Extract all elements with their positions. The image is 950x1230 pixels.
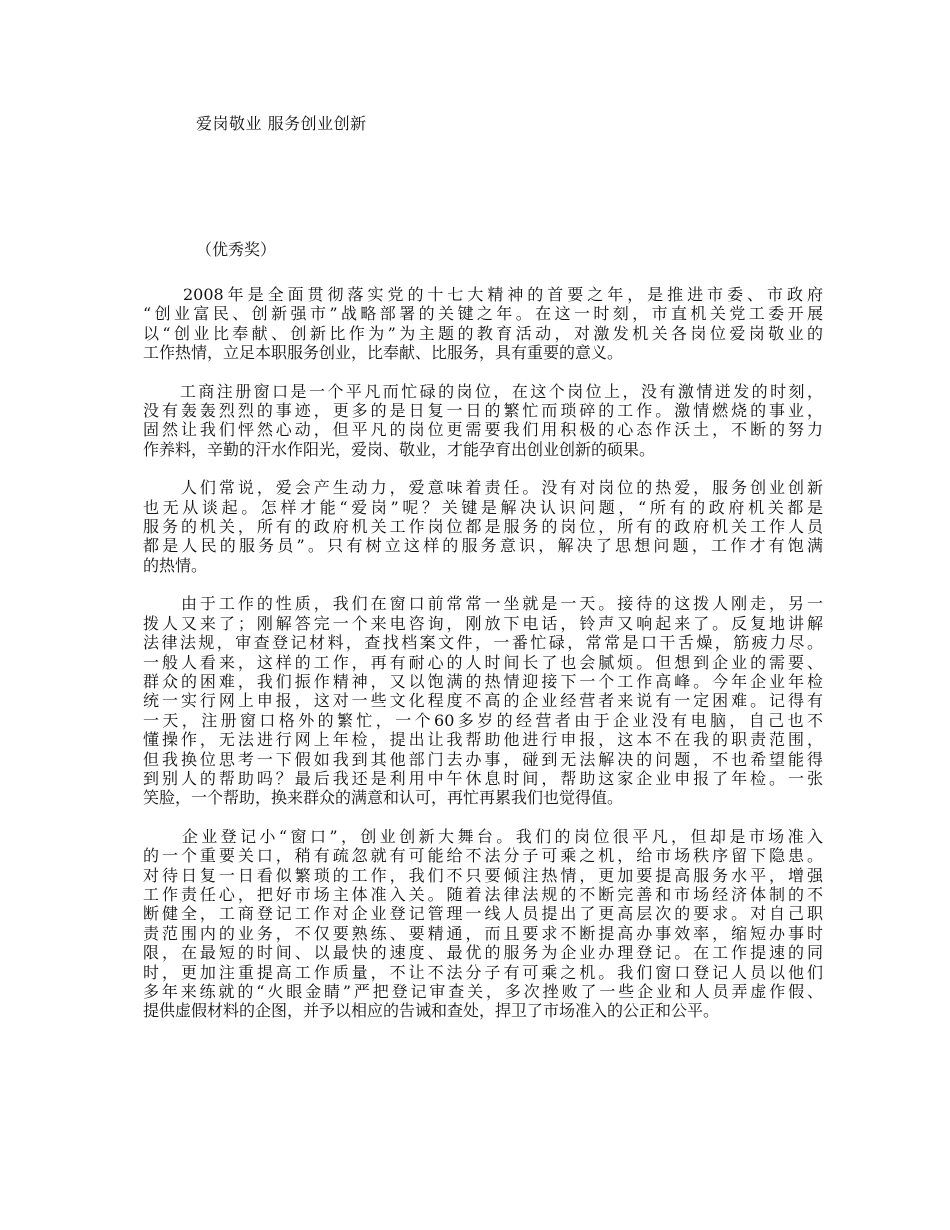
paragraph-line: 到别人的帮助吗？最后我还是利用中午休息时间，帮助这家企业申报了年检。一张 — [143, 768, 823, 788]
paragraph-line: 断健全，工商登记工作对企业登记管理一线人员提出了更高层次的要求。对自己职 — [143, 904, 823, 924]
paragraph-line: 但我换位思考一下假如我到其他部门去办事，碰到无法解决的问题，不也希望能得 — [143, 749, 823, 769]
paragraph-line: 的一个重要关口，稍有疏忽就有可能给不法分子可乘之机，给市场秩序留下隐患。 — [143, 846, 823, 866]
award-label: （优秀奖） — [196, 240, 277, 259]
paragraph-line: 由于工作的性质，我们在窗口前常常一坐就是一天。接待的这拨人刚走，另一 — [143, 594, 823, 614]
document-body — [143, 285, 823, 1040]
paragraph-line: 统一实行网上申报，这对一些文化程度不高的企业经营者来说有一定困难。记得有 — [143, 691, 823, 711]
paragraph-line: 限，在最短的时间、以最快的速度、最优的服务为企业办理登记。在工作提速的同 — [143, 943, 823, 963]
paragraph-line: 多年来练就的“火眼金睛”严把登记审查关，多次挫败了一些企业和人员弄虚作假、 — [143, 982, 823, 1001]
paragraph-line: 2008年是全面贯彻落实党的十七大精神的首要之年，是推进市委、市政府 — [143, 285, 823, 304]
paragraph-line: 以“创业比奉献、创新比作为”为主题的教育活动，对激发机关各岗位爱岗敬业的 — [143, 323, 823, 343]
paragraph-line: 没有轰轰烈烈的事迹，更多的是日复一日的繁忙而琐碎的工作。激情燃烧的事业， — [143, 401, 823, 421]
paragraph-line: 拨人又来了；刚解答完一个来电咨询，刚放下电话，铃声又响起来了。反复地讲解 — [143, 613, 823, 633]
paragraph-line: 对待日复一日看似繁琐的工作，我们不只要倾注热情，更加要提高服务水平，增强 — [143, 865, 823, 885]
paragraph-line: 法律法规，审查登记材料，查找档案文件，一番忙碌，常常是口干舌燥，筋疲力尽。 — [143, 633, 823, 653]
paragraph-line: 服务的机关，所有的政府机关工作岗位都是服务的岗位，所有的政府机关工作人员 — [143, 517, 823, 537]
paragraph — [143, 285, 823, 363]
paragraph-line: 责范围内的业务，不仅要熟练、要精通，而且要求不断提高办事效率，缩短办事时 — [143, 923, 823, 943]
paragraph-line: 企业登记小“窗口”，创业创新大舞台。我们的岗位很平凡，但却是市场准入 — [143, 826, 823, 846]
paragraph-line: 也无从谈起。怎样才能“爱岗”呢？关键是解决认识问题，“所有的政府机关都是 — [143, 497, 823, 517]
paragraph-line: 作养料，辛勤的汗水作阳光，爱岗、敬业，才能孕育出创业创新的硕果。 — [143, 439, 656, 459]
paragraph — [143, 382, 823, 460]
paragraph-line: 人们常说，爱会产生动力，爱意味着责任。没有对岗位的热爱，服务创业创新 — [143, 478, 823, 498]
paragraph-line: “创业富民、创新强市”战略部署的关键之年。在这一时刻，市直机关党工委开展 — [143, 304, 823, 324]
paragraph-line: 时，更加注重提高工作质量，不让不法分子有可乘之机。我们窗口登记人员以他们 — [143, 962, 823, 982]
paragraph — [143, 478, 823, 575]
paragraph-line: 工商注册窗口是一个平凡而忙碌的岗位，在这个岗位上，没有激情迸发的时刻， — [143, 381, 823, 401]
paragraph-line: 固然让我们怦然心动，但平凡的岗位更需要我们用积极的心态作沃土，不断的努力 — [143, 420, 823, 440]
paragraph — [143, 594, 823, 807]
paragraph-line: 笑脸，一个帮助，换来群众的满意和认可，再忙再累我们也觉得值。 — [143, 788, 624, 808]
paragraph-line: 工作责任心，把好市场主体准入关。随着法律法规的不断完善和市场经济体制的不 — [143, 884, 823, 904]
paragraph-line: 都是人民的服务员”。只有树立这样的服务意识，解决了思想问题，工作才有饱满 — [143, 536, 823, 556]
paragraph-line: 的热情。 — [143, 555, 208, 575]
paragraph-line: 工作热情，立足本职服务创业，比奉献、比服务，具有重要的意义。 — [143, 343, 624, 363]
document-title: 爱岗敬业 服务创业创新 — [196, 114, 367, 133]
paragraph-line: 一般人看来，这样的工作，再有耐心的人时间长了也会腻烦。但想到企业的需要、 — [143, 652, 823, 672]
paragraph-line: 群众的困难，我们振作精神，又以饱满的热情迎接下一个工作高峰。今年企业年检 — [143, 671, 823, 691]
paragraph-line: 懂操作，无法进行网上年检，提出让我帮助他进行申报，这本不在我的职责范围， — [143, 730, 823, 750]
paragraph-line: 提供虚假材料的企图，并予以相应的告诫和查处，捍卫了市场准入的公正和公平。 — [143, 1001, 720, 1021]
paragraph-line: 一天，注册窗口格外的繁忙，一个60多岁的经营者由于企业没有电脑，自己也不 — [143, 710, 823, 730]
paragraph — [143, 827, 823, 1021]
